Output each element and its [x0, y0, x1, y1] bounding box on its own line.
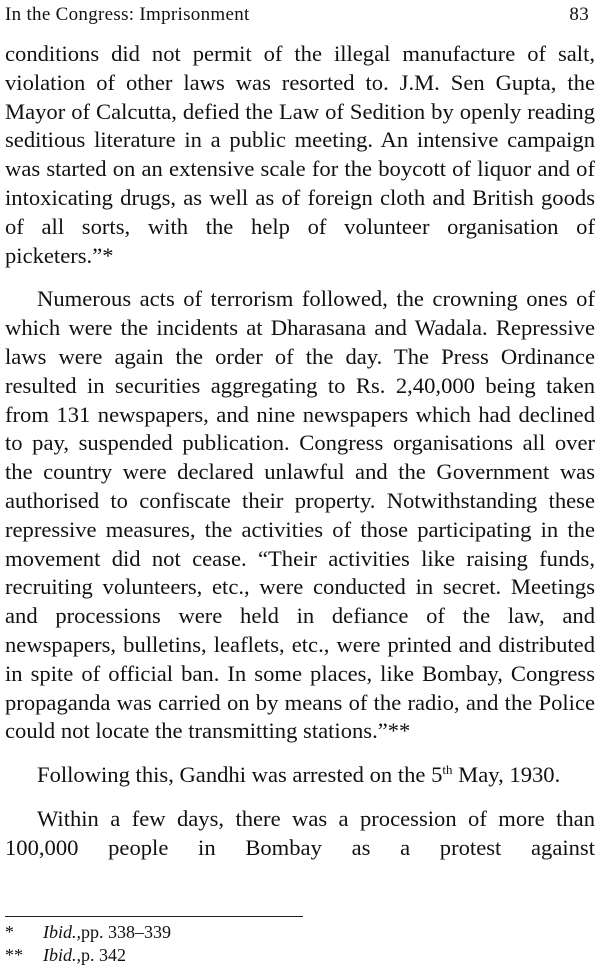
- footnote-ref: pp. 338–339: [81, 922, 171, 942]
- footnote-rule: [5, 916, 303, 917]
- arrest-text-before: Following this, Gandhi was arrested on the 5: [37, 762, 443, 788]
- footnotes: [5, 921, 171, 967]
- footnote-mark: *: [5, 922, 14, 942]
- paragraph-terrorism: Numerous acts of terrorism followed, the crowning ones of which were the incidents at Dharasana and Wadala. Repressive laws were again the order of the day. The Press Ordinance resulted in securities aggregating to Rs. 2,40,000 being taken from 131 newspapers, and nine newspapers which had declined to pay, suspended publication. Congress organisations all over the country were declared unlawful and the Government was authorised to confiscate their property. Notwithstanding these repressive measures, the activities of those participating in the movement did not cease. “Their activities like raising funds, recruiting volunteers, etc., were conducted in secret. Meetings and processions were held in defiance of the law, and newspapers, bulletins, leaflets, etc., were printed and distributed in spite of official ban. In some places, like Bombay, Congress propaganda was carried on by means of the radio, and the Police could not locate the transmitting stations.”**: [5, 286, 595, 744]
- footnote-ref: p. 342: [81, 945, 126, 965]
- footnote-source: Ibid.,: [43, 922, 81, 942]
- running-header: [5, 4, 591, 26]
- paragraph-procession: Within a few days, there was a procession of more than 100,000 people in Bombay as a protest against: [5, 805, 595, 860]
- footnote-1: [5, 921, 171, 944]
- arrest-text-after: May, 1930.: [452, 762, 561, 788]
- footnote-mark: **: [5, 945, 23, 965]
- body-text: [5, 40, 595, 863]
- page-number: 83: [569, 4, 589, 25]
- footnote-2: [5, 944, 171, 967]
- ordinal-suffix: th: [442, 762, 453, 778]
- paragraph-continued: conditions did not permit of the illegal manufacture of salt, violation of other laws was resorted to. J.M. Sen Gupta, the Mayor of Calcutta, defied the Law of Sedition by openly reading seditious literature in a public meeting. An intensive campaign was started on an extensive scale for the boycott of liquor and of intoxicating drugs, as well as of foreign cloth and British goods of all sorts, with the help of volunteer organisation of picketers.”*: [5, 41, 595, 268]
- footnote-source: Ibid.,: [43, 945, 81, 965]
- paragraph-arrest: [5, 761, 595, 790]
- running-title: In the Congress: Imprisonment: [5, 4, 250, 25]
